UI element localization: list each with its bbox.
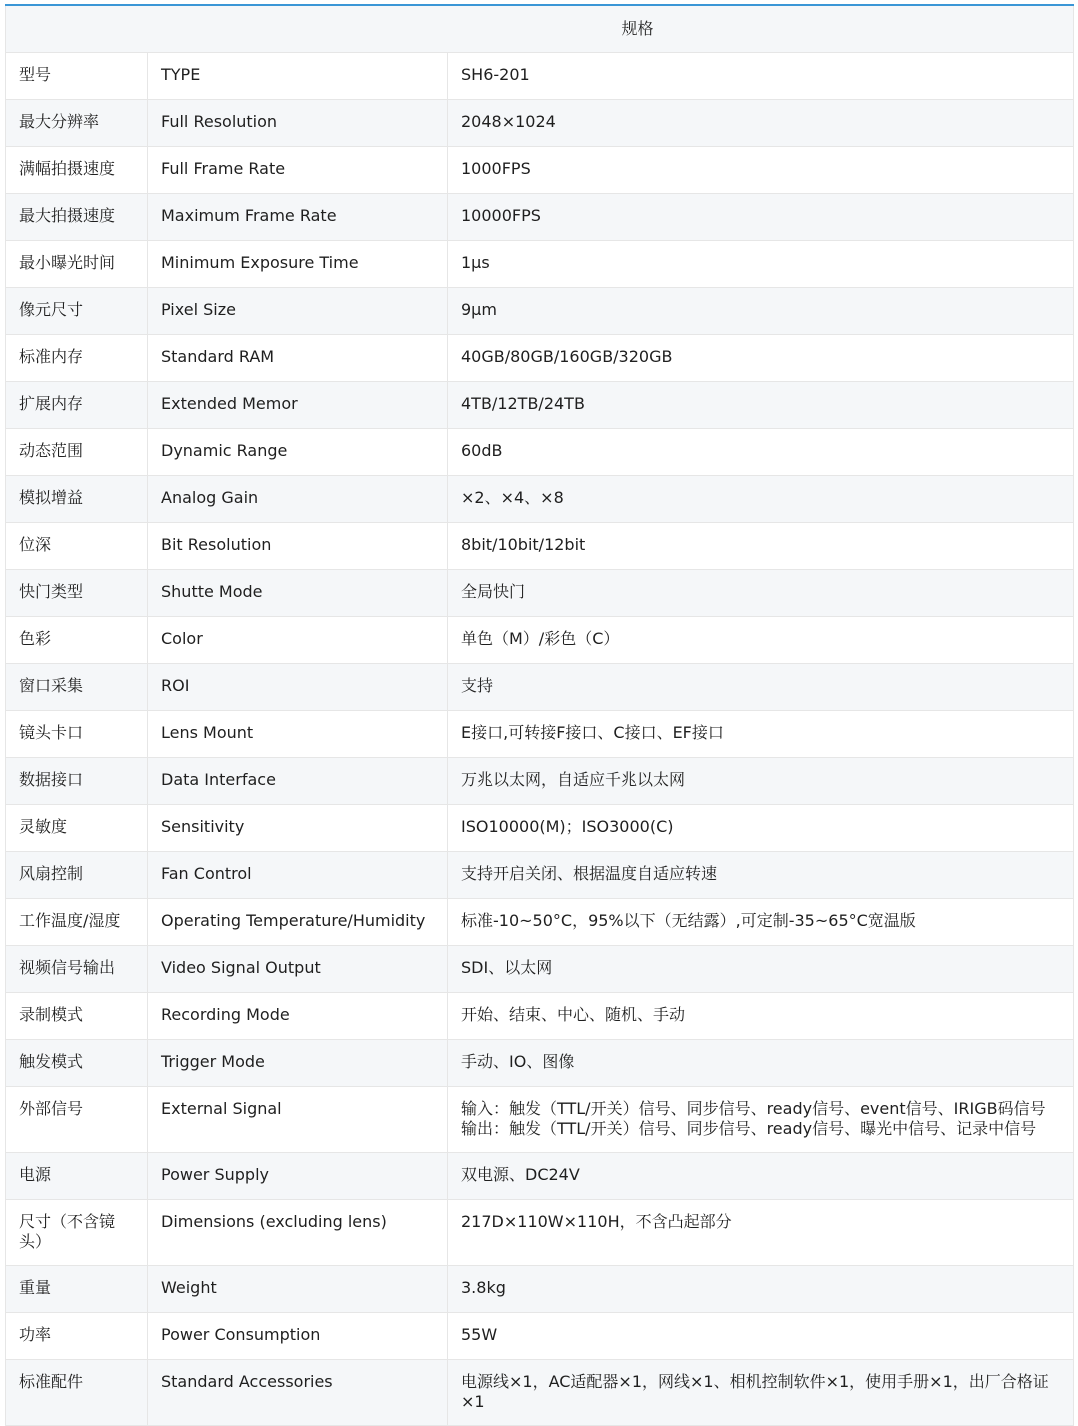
spec-value — [448, 523, 1074, 570]
spec-value-line: 单色（M）/彩色（C） — [461, 629, 620, 648]
spec-value-line: ISO10000(M)；ISO3000(C) — [461, 817, 674, 836]
spec-label-cn: 动态范围 — [6, 429, 148, 476]
spec-label-cn: 快门类型 — [6, 570, 148, 617]
spec-value-line: 60dB — [461, 441, 503, 460]
spec-value — [448, 711, 1074, 758]
spec-row — [6, 852, 1074, 899]
spec-row — [6, 758, 1074, 805]
spec-header-row — [6, 5, 1074, 53]
spec-value — [448, 100, 1074, 147]
spec-value — [448, 147, 1074, 194]
spec-label-en: Sensitivity — [148, 805, 448, 852]
spec-row — [6, 147, 1074, 194]
spec-value-line: 40GB/80GB/160GB/320GB — [461, 347, 673, 366]
spec-label-en: Full Resolution — [148, 100, 448, 147]
spec-row — [6, 288, 1074, 335]
spec-row — [6, 617, 1074, 664]
spec-value-line: 1000FPS — [461, 159, 531, 178]
spec-label-cn: 扩展内存 — [6, 382, 148, 429]
spec-value-line: 8bit/10bit/12bit — [461, 535, 586, 554]
spec-label-cn: 重量 — [6, 1266, 148, 1313]
spec-label-en: Maximum Frame Rate — [148, 194, 448, 241]
spec-row — [6, 335, 1074, 382]
spec-value-line: SH6-201 — [461, 65, 530, 84]
spec-label-cn: 触发模式 — [6, 1040, 148, 1087]
spec-row — [6, 946, 1074, 993]
spec-label-en: Weight — [148, 1266, 448, 1313]
spec-row — [6, 1360, 1074, 1426]
spec-value-line: 支持开启关闭、根据温度自适应转速 — [461, 864, 718, 883]
spec-value-line: 手动、IO、图像 — [461, 1052, 575, 1071]
spec-label-en: Video Signal Output — [148, 946, 448, 993]
spec-row — [6, 523, 1074, 570]
spec-value — [448, 1313, 1074, 1360]
spec-label-cn: 外部信号 — [6, 1087, 148, 1153]
spec-row — [6, 100, 1074, 147]
spec-value — [448, 194, 1074, 241]
spec-value-line: 电源线×1，AC适配器×1，网线×1、相机控制软件×1，使用手册×1，出厂合格证×1 — [461, 1372, 1049, 1411]
spec-value-line: 双电源、DC24V — [461, 1165, 580, 1184]
spec-value — [448, 241, 1074, 288]
spec-value — [448, 899, 1074, 946]
spec-value — [448, 288, 1074, 335]
spec-value-line: 万兆以太网，自适应千兆以太网 — [461, 770, 686, 789]
spec-label-cn: 风扇控制 — [6, 852, 148, 899]
spec-value-line: 全局快门 — [461, 582, 526, 601]
spec-value-line: 1μs — [461, 253, 490, 272]
spec-label-cn: 模拟增益 — [6, 476, 148, 523]
spec-row — [6, 1266, 1074, 1313]
spec-label-en: Data Interface — [148, 758, 448, 805]
spec-value — [448, 664, 1074, 711]
spec-label-en: Color — [148, 617, 448, 664]
spec-label-cn: 尺寸（不含镜头） — [6, 1200, 148, 1266]
spec-value — [448, 1087, 1074, 1153]
spec-label-en: Trigger Mode — [148, 1040, 448, 1087]
spec-label-en: Shutte Mode — [148, 570, 448, 617]
spec-value — [448, 993, 1074, 1040]
spec-label-cn: 满幅拍摄速度 — [6, 147, 148, 194]
spec-header-title: 规格 — [621, 19, 654, 38]
spec-value — [448, 852, 1074, 899]
spec-label-en: Recording Mode — [148, 993, 448, 1040]
spec-label-cn: 镜头卡口 — [6, 711, 148, 758]
spec-label-en: Operating Temperature/Humidity — [148, 899, 448, 946]
spec-row — [6, 1313, 1074, 1360]
spec-label-en: Bit Resolution — [148, 523, 448, 570]
spec-value — [448, 1200, 1074, 1266]
spec-label-cn: 电源 — [6, 1153, 148, 1200]
spec-value — [448, 946, 1074, 993]
spec-label-en: Standard Accessories — [148, 1360, 448, 1426]
spec-table — [5, 4, 1074, 1426]
spec-label-cn: 视频信号输出 — [6, 946, 148, 993]
spec-value-line: 开始、结束、中心、随机、手动 — [461, 1005, 686, 1024]
spec-label-cn: 最大分辨率 — [6, 100, 148, 147]
spec-label-en: Dimensions (excluding lens) — [148, 1200, 448, 1266]
spec-value — [448, 758, 1074, 805]
spec-row — [6, 1200, 1074, 1266]
spec-value-line: 3.8kg — [461, 1278, 506, 1297]
spec-label-cn: 灵敏度 — [6, 805, 148, 852]
spec-value — [448, 53, 1074, 100]
spec-value-line: SDI、以太网 — [461, 958, 553, 977]
spec-label-cn: 最小曝光时间 — [6, 241, 148, 288]
spec-row — [6, 476, 1074, 523]
spec-label-cn: 录制模式 — [6, 993, 148, 1040]
spec-label-en: Full Frame Rate — [148, 147, 448, 194]
spec-label-cn: 窗口采集 — [6, 664, 148, 711]
spec-value-line: 2048×1024 — [461, 112, 556, 131]
spec-label-cn: 数据接口 — [6, 758, 148, 805]
spec-row — [6, 805, 1074, 852]
spec-row — [6, 664, 1074, 711]
spec-value — [448, 1360, 1074, 1426]
spec-label-en: Fan Control — [148, 852, 448, 899]
spec-value-line: 10000FPS — [461, 206, 541, 225]
spec-value — [448, 382, 1074, 429]
spec-label-cn: 标准内存 — [6, 335, 148, 382]
spec-value — [448, 429, 1074, 476]
spec-row — [6, 53, 1074, 100]
spec-label-cn: 工作温度/湿度 — [6, 899, 148, 946]
spec-body — [6, 53, 1074, 1426]
spec-value-line: 4TB/12TB/24TB — [461, 394, 585, 413]
spec-value — [448, 335, 1074, 382]
spec-header — [6, 5, 1074, 53]
spec-label-en: Pixel Size — [148, 288, 448, 335]
spec-value-line: 217D×110W×110H，不含凸起部分 — [461, 1212, 732, 1231]
spec-row — [6, 194, 1074, 241]
spec-label-cn: 位深 — [6, 523, 148, 570]
spec-row — [6, 899, 1074, 946]
spec-value — [448, 1153, 1074, 1200]
spec-label-en: Analog Gain — [148, 476, 448, 523]
spec-value-line: 标准-10~50°C，95%以下（无结露）,可定制-35~65°C宽温版 — [461, 911, 916, 930]
spec-row — [6, 570, 1074, 617]
spec-value — [448, 805, 1074, 852]
spec-row — [6, 711, 1074, 758]
spec-label-cn: 最大拍摄速度 — [6, 194, 148, 241]
spec-table-container — [5, 4, 1073, 1426]
spec-row — [6, 241, 1074, 288]
spec-value — [448, 1040, 1074, 1087]
spec-label-en: TYPE — [148, 53, 448, 100]
spec-label-cn: 型号 — [6, 53, 148, 100]
spec-value — [448, 570, 1074, 617]
spec-label-en: ROI — [148, 664, 448, 711]
spec-label-en: External Signal — [148, 1087, 448, 1153]
spec-value-line: 输出：触发（TTL/开关）信号、同步信号、ready信号、曝光中信号、记录中信号 — [461, 1119, 1037, 1138]
spec-row — [6, 429, 1074, 476]
spec-value — [448, 617, 1074, 664]
spec-row — [6, 1087, 1074, 1153]
spec-label-cn: 色彩 — [6, 617, 148, 664]
spec-value-line: E接口,可转接F接口、C接口、EF接口 — [461, 723, 724, 742]
spec-row — [6, 382, 1074, 429]
spec-row — [6, 993, 1074, 1040]
spec-value-line: 支持 — [461, 676, 494, 695]
spec-row — [6, 1040, 1074, 1087]
spec-label-en: Power Consumption — [148, 1313, 448, 1360]
spec-label-cn: 像元尺寸 — [6, 288, 148, 335]
spec-label-en: Minimum Exposure Time — [148, 241, 448, 288]
spec-label-cn: 标准配件 — [6, 1360, 148, 1426]
spec-label-en: Power Supply — [148, 1153, 448, 1200]
spec-value-line: ×2、×4、×8 — [461, 488, 564, 507]
spec-value-line: 输入：触发（TTL/开关）信号、同步信号、ready信号、event信号、IRIGB码信号 — [461, 1099, 1046, 1118]
spec-label-en: Standard RAM — [148, 335, 448, 382]
spec-value — [448, 476, 1074, 523]
spec-value — [448, 1266, 1074, 1313]
spec-row — [6, 1153, 1074, 1200]
spec-label-en: Extended Memor — [148, 382, 448, 429]
spec-label-cn: 功率 — [6, 1313, 148, 1360]
spec-label-en: Dynamic Range — [148, 429, 448, 476]
spec-value-line: 55W — [461, 1325, 498, 1344]
spec-label-en: Lens Mount — [148, 711, 448, 758]
spec-value-line: 9μm — [461, 300, 497, 319]
